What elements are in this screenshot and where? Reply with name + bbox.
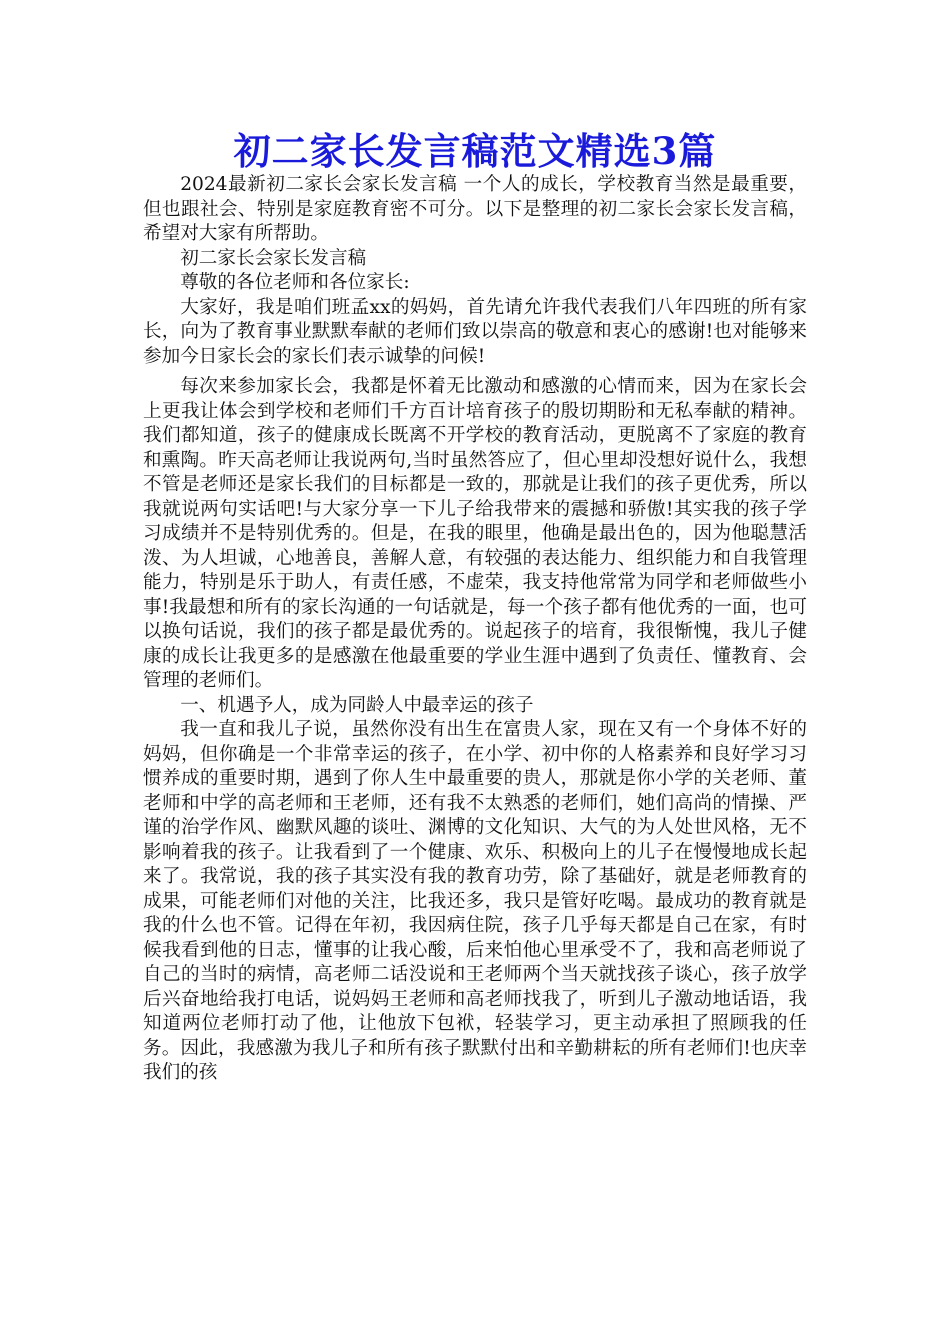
greeting-paragraph: 大家好，我是咱们班孟xx的妈妈，首先请允许我代表我们八年四班的所有家长，向为了教育事业默默奉献的老师们致以崇高的敬意和衷心的感谢!也对能够来参加今日家长会的家长们表示诚挚的问候! <box>143 296 807 367</box>
document-body <box>143 173 807 1086</box>
section-heading: 初二家长会家长发言稿 <box>180 247 367 269</box>
document-title: 初二家长发言稿范文精选3篇 <box>233 129 717 173</box>
salutation: 尊敬的各位老师和各位家长: <box>180 272 410 293</box>
intro-paragraph: 2024最新初二家长会家长发言稿 一个人的成长，学校教育当然是最重要，但也跟社会、特别是家庭教育密不可分。以下是整理的初二家长会家长发言稿，希望对大家有所帮助。 <box>143 174 807 244</box>
subsection-heading: 一、机遇予人，成为同龄人中最幸运的孩子 <box>180 694 534 716</box>
body-paragraph: 我一直和我儿子说，虽然你没有出生在富贵人家，现在又有一个身体不好的妈妈，但你确是一个非常幸运的孩子，在小学、初中你的人格素养和良好学习习惯养成的重要时期，遇到了你人生中最重要的贵人，那就是你小学的关老师、董老师和中学的高老师和王老师，还有我不太熟悉的老师们，她们高尚的情操、严谨的治学作风、幽默风趣的谈吐、渊博的文化知识、大气的为人处世风格，无不影响着我的孩子。让我看到了一个健康、欢乐、积极向上的儿子在慢慢地成长起来了。我常说，我的孩子其实没有我的教育功劳，除了基础好，就是老师教育的成果，可能老师们对他的关注，比我还多，我只是管好吃喝。最成功的教育就是我的什么也不管。记得在年初，我因病住院，孩子几乎每天都是自己在家，有时候我看到他的日志，懂事的让我心酸，后来怕他心里承受不了，我和高老师说了自己的当时的病情，高老师二话没说和王老师两个当天就找孩子谈心，孩子放学后兴奋地给我打电话，说妈妈王老师和高老师找我了，听到儿子激动地话语，我知道两位老师打动了他，让他放下包袱，轻装学习，更主动承担了照顾我的任务。因此，我感激为我儿子和所有孩子默默付出和辛勤耕耘的所有老师们!也庆幸我们的孩 <box>143 719 807 1083</box>
body-paragraph: 每次来参加家长会，我都是怀着无比激动和感激的心情而来，因为在家长会上更我让体会到学校和老师们千方百计培育孩子的殷切期盼和无私奉献的精神。我们都知道，孩子的健康成长既离不开学校的教育活动，更脱离不了家庭的教育和熏陶。昨天高老师让我说两句,当时虽然答应了，但心里却没想好说什么，我想不管是老师还是家长我们的目标都是一致的，那就是让我们的孩子更优秀，所以我就说两句实话吧!与大家分享一下儿子给我带来的震撼和骄傲!其实我的孩子学习成绩并不是特别优秀的。但是，在我的眼里，他确是最出色的，因为他聪慧活泼、为人坦诚，心地善良，善解人意，有较强的表达能力、组织能力和自我管理能力，特别是乐于助人，有责任感，不虚荣，我支持他常常为同学和老师做些小事!我最想和所有的家长沟通的一句话就是，每一个孩子都有他优秀的一面，也可以换句话说，我们的孩子都是最优秀的。说起孩子的培育，我很惭愧，我儿子健康的成长让我更多的是感激在他最重要的学业生涯中遇到了负责任、懂教育、会管理的老师们。 <box>143 376 807 691</box>
